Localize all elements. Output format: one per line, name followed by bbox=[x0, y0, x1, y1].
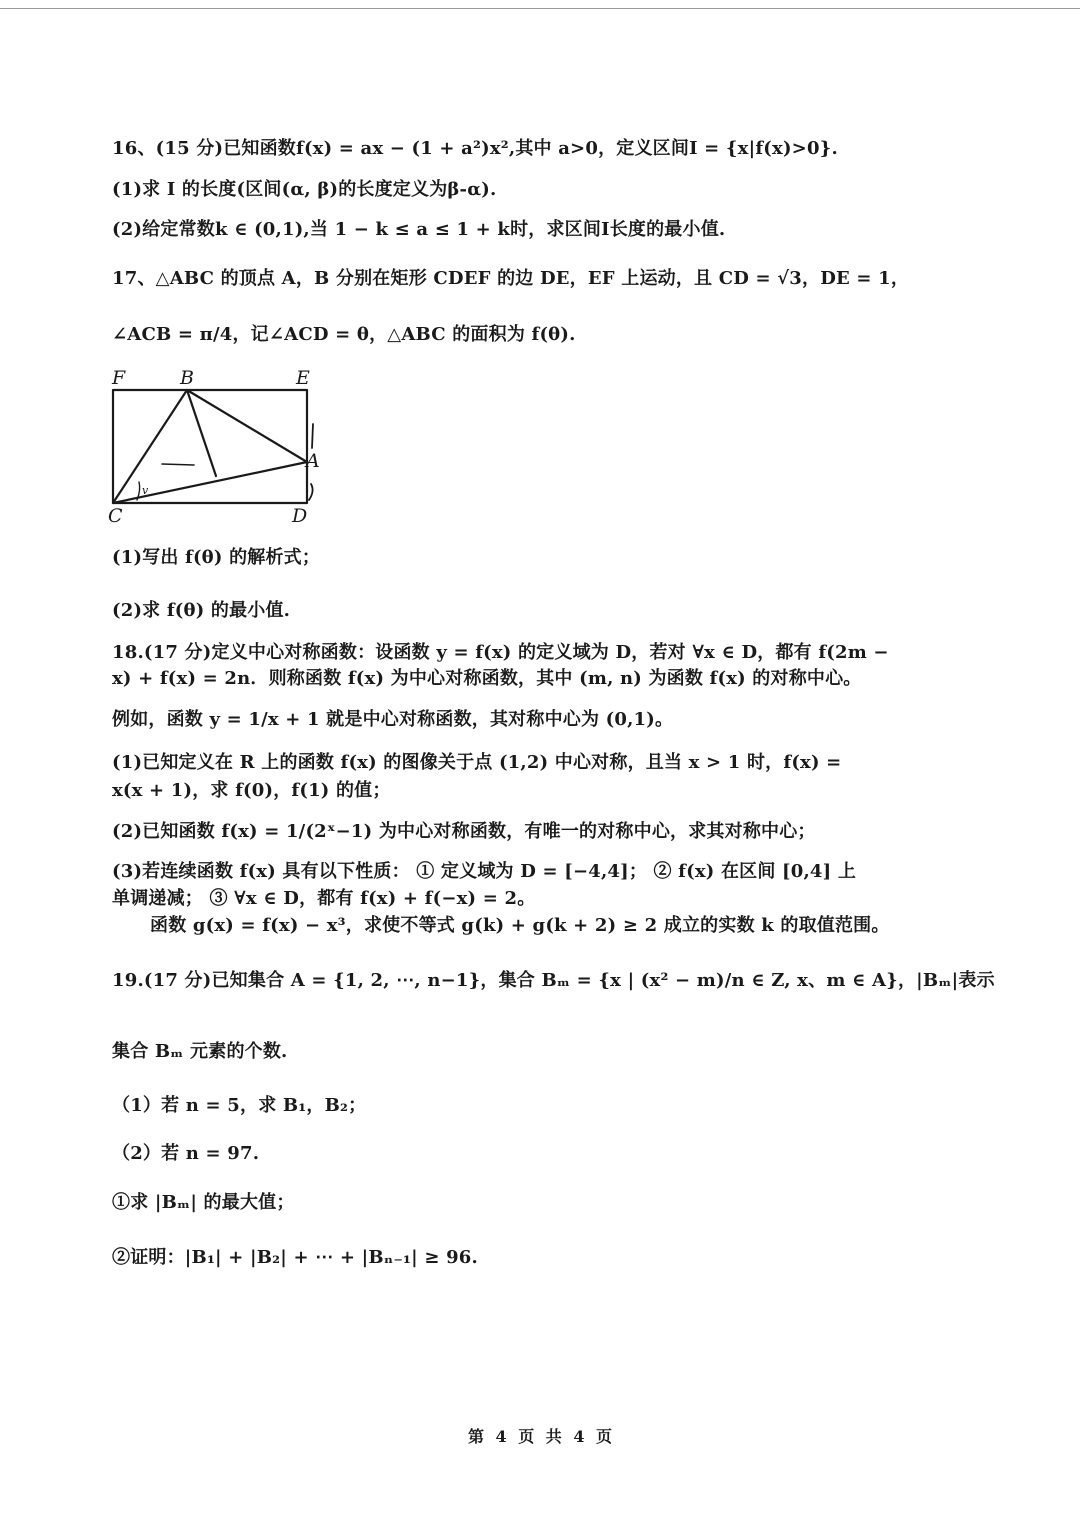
interior-mark bbox=[162, 464, 194, 465]
q19-part2-2: ②证明：|B₁| + |B₂| + ⋯ + |Bₙ₋₁| ≥ 96. bbox=[112, 1247, 478, 1268]
label-d: D bbox=[292, 505, 308, 526]
q18-part1-line1: (1)已知定义在 R 上的函数 f(x) 的图像关于点 (1,2) 中心对称，且当 x > 1 时，f(x) = bbox=[112, 752, 842, 773]
q19-part1: （1）若 n = 5，求 B₁，B₂； bbox=[112, 1095, 367, 1116]
q18-part3-line2: 单调递减； ③ ∀x ∈ D，都有 f(x) + f(−x) = 2。 bbox=[112, 888, 536, 909]
q18-line3: 例如，函数 y = 1/x + 1 就是中心对称函数，其对称中心为 (0,1)。 bbox=[112, 709, 674, 730]
label-e: E bbox=[296, 367, 310, 389]
label-f: F bbox=[112, 367, 126, 389]
q17-rectangle-figure bbox=[104, 366, 334, 526]
page-top-rule bbox=[0, 8, 1080, 9]
label-b: B bbox=[180, 367, 194, 389]
q18-line2: x) + f(x) = 2n．则称函数 f(x) 为中心对称函数，其中 (m, n) 为函数 f(x) 的对称中心。 bbox=[112, 668, 862, 689]
q16-part2: (2)给定常数k ∈ (0,1),当 1 − k ≤ a ≤ 1 + k时，求区间I长度的最小值. bbox=[112, 219, 726, 240]
label-c: C bbox=[108, 505, 123, 526]
q18-part3-line3: 函数 g(x) = f(x) − x³，求使不等式 g(k) + g(k + 2) ≥ 2 成立的实数 k 的取值范围。 bbox=[150, 915, 890, 936]
q17-stem-line1: 17、△ABC 的顶点 A，B 分别在矩形 CDEF 的边 DE，EF 上运动，且 CD = √3，DE = 1， bbox=[112, 268, 910, 289]
q19-line1: 19.(17 分)已知集合 A = {1, 2, ⋯, n−1}，集合 Bₘ = {x | (x² − m)/n ∈ Z, x、m ∈ A}，|Bₘ|表示 bbox=[112, 970, 995, 991]
angle-theta-mark: v bbox=[142, 484, 149, 497]
q18-line1: 18.(17 分)定义中心对称函数：设函数 y = f(x) 的定义域为 D，若对 ∀x ∈ D，都有 f(2m − bbox=[112, 642, 889, 663]
label-a: A bbox=[306, 450, 320, 472]
q17-part1: (1)写出 f(θ) 的解析式； bbox=[112, 547, 321, 568]
q17-stem-line2: ∠ACB = π/4，记∠ACD = θ，△ABC 的面积为 f(θ). bbox=[112, 324, 576, 345]
q18-part2: (2)已知函数 f(x) = 1/(2ˣ−1) 为中心对称函数，有唯一的对称中心，求其对称中心； bbox=[112, 821, 816, 842]
q18-part3-line1: (3)若连续函数 f(x) 具有以下性质： ① 定义域为 D = [−4,4]； ② f(x) 在区间 [0,4] 上 bbox=[112, 861, 857, 882]
segment-b-to-interior bbox=[187, 390, 216, 476]
q19-part2-1: ①求 |Bₘ| 的最大值； bbox=[112, 1192, 295, 1213]
q19-line2: 集合 Bₘ 元素的个数. bbox=[112, 1041, 288, 1062]
tick-mark-de bbox=[312, 424, 313, 448]
q19-part2: （2）若 n = 97. bbox=[112, 1143, 260, 1164]
q18-part1-line2: x(x + 1)，求 f(0)，f(1) 的值； bbox=[112, 780, 391, 801]
q16-stem: 16、(15 分)已知函数f(x) = ax − (1 + a²)x²,其中 a>0，定义区间I = {x|f(x)>0}. bbox=[112, 138, 838, 159]
tick-mark-ad bbox=[309, 484, 313, 500]
page-footer: 第 4 页 共 4 页 bbox=[467, 1427, 613, 1446]
q17-part2: (2)求 f(θ) 的最小值. bbox=[112, 600, 291, 621]
q16-part1: (1)求 I 的长度(区间(α, β)的长度定义为β-α). bbox=[112, 179, 497, 200]
